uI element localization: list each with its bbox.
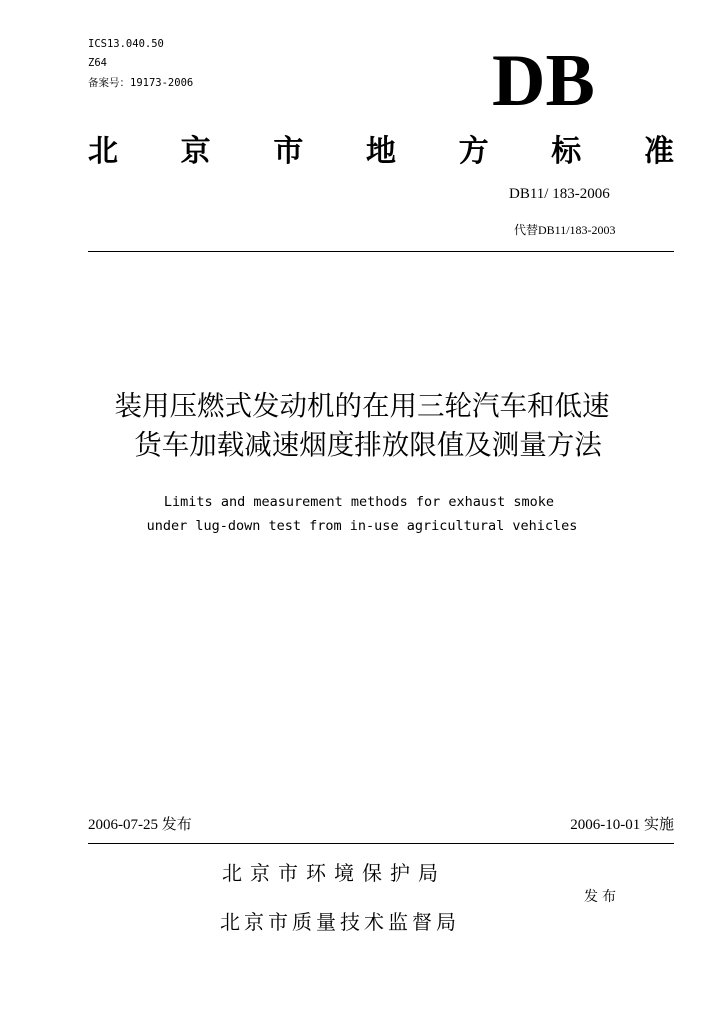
- title-cn-line1: 装用压燃式发动机的在用三轮汽车和低速: [114, 390, 610, 422]
- classification-code: Z64: [88, 57, 107, 69]
- title-cn-line2: 货车加载减速烟度排放限值及测量方法: [134, 429, 602, 461]
- bottom-divider: [88, 843, 674, 844]
- standard-number: DB11/ 183-2006: [509, 186, 610, 202]
- standard-type-char: 京: [180, 134, 211, 169]
- title-en-line2: under lug-down test from in-use agricultural vehicles: [146, 518, 578, 534]
- record-number: 备案号：19173-2006: [88, 77, 194, 89]
- issue-label: 发布: [584, 889, 620, 905]
- ics-code: ICS13.040.50: [88, 38, 164, 50]
- implement-date: 2006-10-01 实施: [570, 817, 674, 833]
- standard-type-char: 地: [365, 134, 396, 169]
- db-logo: DB: [492, 40, 595, 122]
- top-divider: [88, 251, 674, 252]
- standard-type-char: 标: [551, 134, 582, 169]
- standard-type-char: 准: [643, 134, 674, 169]
- replaces-standard: 代替DB11/183-2003: [514, 223, 616, 237]
- issuer-quality-bureau: 北京市质量技术监督局: [220, 910, 460, 934]
- standard-type-heading: [88, 134, 674, 170]
- standard-type-char: 北: [88, 134, 118, 169]
- title-en-line1: Limits and measurement methods for exhaust smoke: [163, 494, 555, 510]
- issuer-environment-bureau: 北京市环境保护局: [222, 861, 446, 885]
- standard-type-char: 市: [273, 134, 304, 169]
- standard-type-char: 方: [458, 134, 489, 169]
- publish-date: 2006-07-25 发布: [88, 817, 192, 833]
